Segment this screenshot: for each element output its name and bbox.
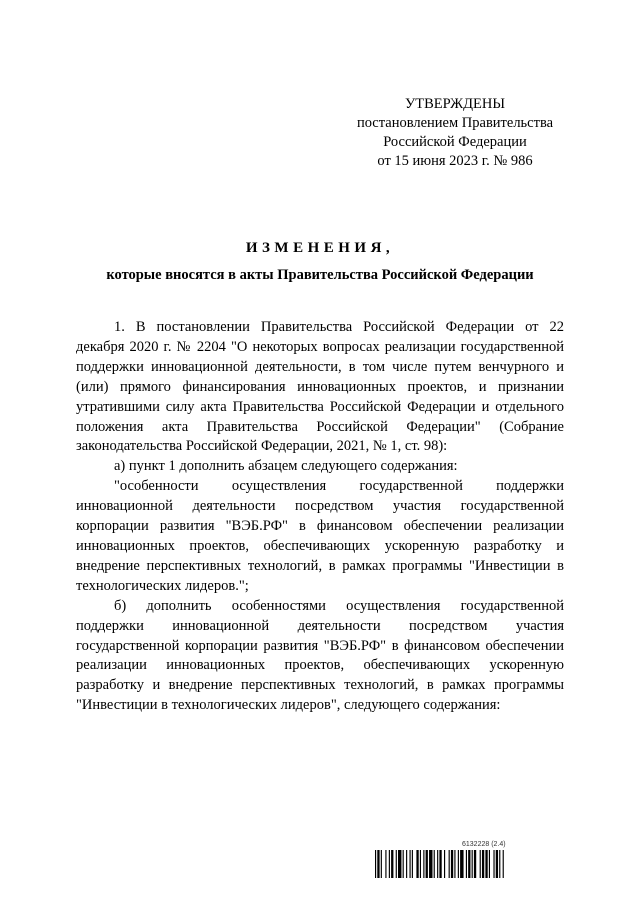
barcode-bar [485,850,487,878]
barcode-bar [391,850,393,878]
document-code: 6132228 (2.4) [462,841,506,848]
barcode-bar [474,850,476,878]
barcode-bar [460,850,463,878]
barcode-bar [434,850,435,878]
paragraph-subitem-b: б) дополнить особенностями осуществления государственной поддержки инновационной деятельности посредством участия государственной корпорации развития "ВЭБ.РФ" в финансовом обеспечении реализации инновационных проектов, обеспечивающих ускоренную разработку и внедрение перспективных технологий, в рамках программы "Инвестиции в технологических лидеров", следующего содержания: [76,597,564,714]
barcode-bar [381,850,382,878]
barcode-bar [493,850,494,878]
barcode-bar [499,850,500,878]
barcode-bar [480,850,481,878]
barcode-bar [466,850,467,878]
barcode-bar [403,850,404,878]
barcode-bar [389,850,390,878]
barcode-bar [496,850,498,878]
document-subtitle: которые вносятся в акты Правительства Российской Федерации [106,267,534,283]
barcode-bar [410,850,411,878]
barcode-bar [451,850,453,878]
approval-heading: УТВЕРЖДЕНЫ [404,96,506,112]
barcode-bar [472,850,473,878]
barcode-bar [482,850,484,878]
barcode-bar [375,850,376,878]
approval-authority: постановлением Правительства [356,115,554,131]
barcode-bar [396,850,397,878]
barcode-bar [437,850,438,878]
barcode-bar [429,850,432,878]
barcode-bar [406,850,407,878]
barcode-bar [454,850,455,878]
approval-country: Российской Федерации [383,134,527,150]
barcode-bar [458,850,459,878]
barcode-bar [439,850,441,878]
barcode-bar [377,850,379,878]
barcode-bar [385,850,386,878]
barcode-bar [426,850,428,878]
barcode-bar [449,850,450,878]
paragraph-quote: "особенности осуществления государственной поддержки инновационной деятельности посредством участия государственной корпорации развития "ВЭБ.РФ" в финансовом обеспечении реализации инновационных проектов, обеспечивающих ускоренную разработку и внедрение перспективных технологий, в рамках программы "Инвестиции в технологических лидеров."; [76,478,564,594]
barcode-bar [398,850,401,878]
barcode-bar [412,850,413,878]
barcode-icon [375,850,565,878]
paragraph-subitem-a: а) пункт 1 дополнить абзацем следующего содержания: [114,458,458,475]
approval-date-number: от 15 июня 2023 г. № 986 [377,153,533,169]
barcode-bar [503,850,504,878]
barcode-bar [489,850,490,878]
document-title: ИЗМЕНЕНИЯ, [245,240,395,256]
barcode-bar [416,850,418,878]
document-body [76,318,564,716]
barcode-bar [420,850,421,878]
barcode-bar [444,850,445,878]
approval-stamp [340,95,570,171]
barcode-bar [423,850,424,878]
paragraph-item-1: 1. В постановлении Правительства Российской Федерации от 22 декабря 2020 г. № 2204 "О некоторых вопросах реализации государственной поддержки инновационной деятельности, в том числе путем венчурного и (или) прямого финансирования инновационных проектов, и признании утратившими силу акта Правительства Российской Федерации и отдельного положения акта Правительства Российской Федерации" (Собрание законодательства Российской Федерации, 2021, № 1, ст. 98): [76,319,564,455]
barcode-bar [468,850,470,878]
